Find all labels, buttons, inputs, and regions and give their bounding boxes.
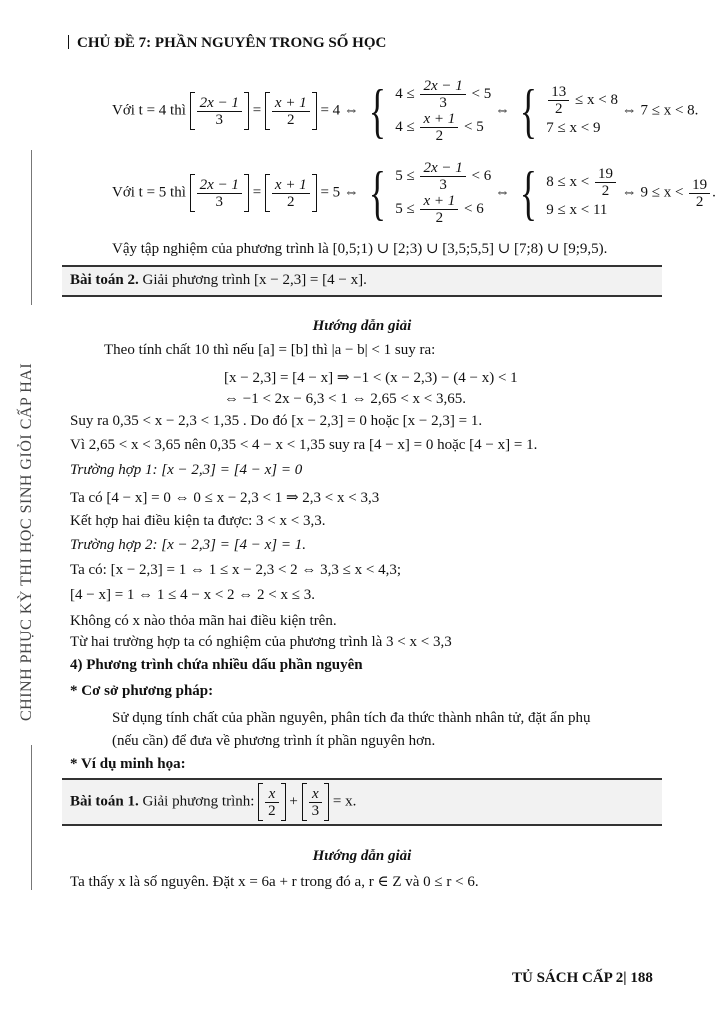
line-2: [x − 2,3] = [4 − x] ⇒ −1 < (x − 2,3) − (4 − x) < 1: [224, 370, 518, 386]
line-5: Vì 2,65 < x < 3,65 nên 0,35 < 4 − x < 1,35 suy ra [4 − x] = 0 hoặc [4 − x] = 1.: [70, 437, 538, 453]
side-divider-bottom: [31, 745, 32, 890]
header-bar: [68, 35, 69, 49]
case-t4: Với t = 4 thì $\frac{2x - 1}{3}$ = $\frac{x + 1}{2}$ = 4 ⇔ { 4 ≤ $\frac{2x - 1}{3}$ < 5 4 ≤ $\frac{x + 1}{2}$ < 5 ⇔ { $\frac{13}{2}$ ≤ x < 8 7 ≤ x < 9 ⇔ 7 ≤ x < 8.: [112, 78, 699, 144]
method-text-2: (nếu cần) để đưa về phương trình ít phần nguyên hơn.: [112, 733, 436, 749]
line-10: Ta có: [x − 2,3] = 1 ⇔ 1 ≤ x − 2,3 < 2 ⇔ 3,3 ≤ x < 4,3;: [70, 562, 402, 578]
side-title: CHINH PHỤC KỲ THI HỌC SINH GIỎI CẤP HAI: [18, 362, 35, 721]
guide-title-2: Hướng dẫn giải: [312, 848, 412, 864]
problem-2-box: Bài toán 2. Giải phương trình [x − 2,3] = [4 − x].: [62, 265, 662, 297]
floor-left: [190, 92, 195, 130]
system-2: $\frac{13}{2}$ ≤ x < 8 7 ≤ x < 9: [546, 83, 618, 136]
line-1: Theo tính chất 10 thì nếu [a] = [b] thì |a − b| < 1 suy ra:: [104, 342, 436, 358]
system-1: 4 ≤ $\frac{2x - 1}{3}$ < 5 4 ≤ $\frac{x + 1}{2}$ < 5: [395, 78, 492, 144]
method-text-1: Sử dụng tính chất của phần nguyên, phân tích đa thức thành nhân tử, đặt ẩn phụ: [112, 710, 591, 726]
page-header: CHỦ ĐỀ 7: PHẦN NGUYÊN TRONG SỐ HỌC: [68, 35, 386, 52]
method-title: * Cơ sở phương pháp:: [70, 683, 214, 699]
line-11: [4 − x] = 1 ⇔ 1 ≤ 4 − x < 2 ⇔ 2 < x ≤ 3.: [70, 587, 316, 603]
system-1: 5 ≤ $\frac{2x - 1}{3}$ < 6 5 ≤ $\frac{x + 1}{2}$ < 6: [395, 160, 492, 226]
side-divider-top: [31, 150, 32, 305]
line-6: Trường hợp 1: [x − 2,3] = [4 − x] = 0: [70, 462, 303, 478]
section-4-heading: 4) Phương trình chứa nhiều dấu phần nguyên: [70, 657, 363, 673]
example-title: * Ví dụ minh họa:: [70, 756, 186, 772]
fraction: $\frac{2x - 1}{3}$: [197, 95, 242, 128]
solution-set: Vậy tập nghiệm của phương trình là [0,5;1) ∪ [2;3) ∪ [3,5;5,5] ∪ [7;8) ∪ [9;9,5).: [112, 241, 608, 257]
line-12: Không có x nào thỏa mãn hai điều kiện trên.: [70, 613, 337, 629]
line-4: Suy ra 0,35 < x − 2,3 < 1,35 . Do đó [x − 2,3] = 0 hoặc [x − 2,3] = 1.: [70, 413, 483, 429]
last-line: Ta thấy x là số nguyên. Đặt x = 6a + r trong đó a, r ∈ Z và 0 ≤ r < 6.: [70, 874, 479, 890]
line-13: Từ hai trường hợp ta có nghiệm của phương trình là 3 < x < 3,3: [70, 634, 452, 650]
guide-title: Hướng dẫn giải: [312, 318, 412, 334]
case-t5: Với t = 5 thì $\frac{2x - 1}{3}$ = $\frac{x + 1}{2}$ = 5 ⇔ { 5 ≤ $\frac{2x - 1}{3}$ < 6 5 ≤ $\frac{x + 1}{2}$ < 6 ⇔ { 8 ≤ x < $\frac{19}{2}$ 9 ≤ x < 11 ⇔ 9 ≤ x < $\frac{19}{2}$ .: [112, 160, 716, 226]
page-footer: TỦ SÁCH CẤP 2| 188: [512, 970, 653, 986]
floor-right: [244, 92, 249, 130]
problem-1-box: Bài toán 1. Giải phương trình: $\frac{x}{2}$ + $\frac{x}{3}$ = x.: [62, 778, 662, 826]
line-9: Trường hợp 2: [x − 2,3] = [4 − x] = 1.: [70, 537, 306, 553]
line-7: Ta có [4 − x] = 0 ⇔ 0 ≤ x − 2,3 < 1 ⇒ 2,3 < x < 3,3: [70, 490, 380, 506]
line-8: Kết hợp hai điều kiện ta được: 3 < x < 3,3.: [70, 513, 326, 529]
system-2: 8 ≤ x < $\frac{19}{2}$ 9 ≤ x < 11: [546, 166, 618, 221]
line-3: ⇔ −1 < 2x − 6,3 < 1 ⇔ 2,65 < x < 3,65.: [224, 391, 467, 407]
